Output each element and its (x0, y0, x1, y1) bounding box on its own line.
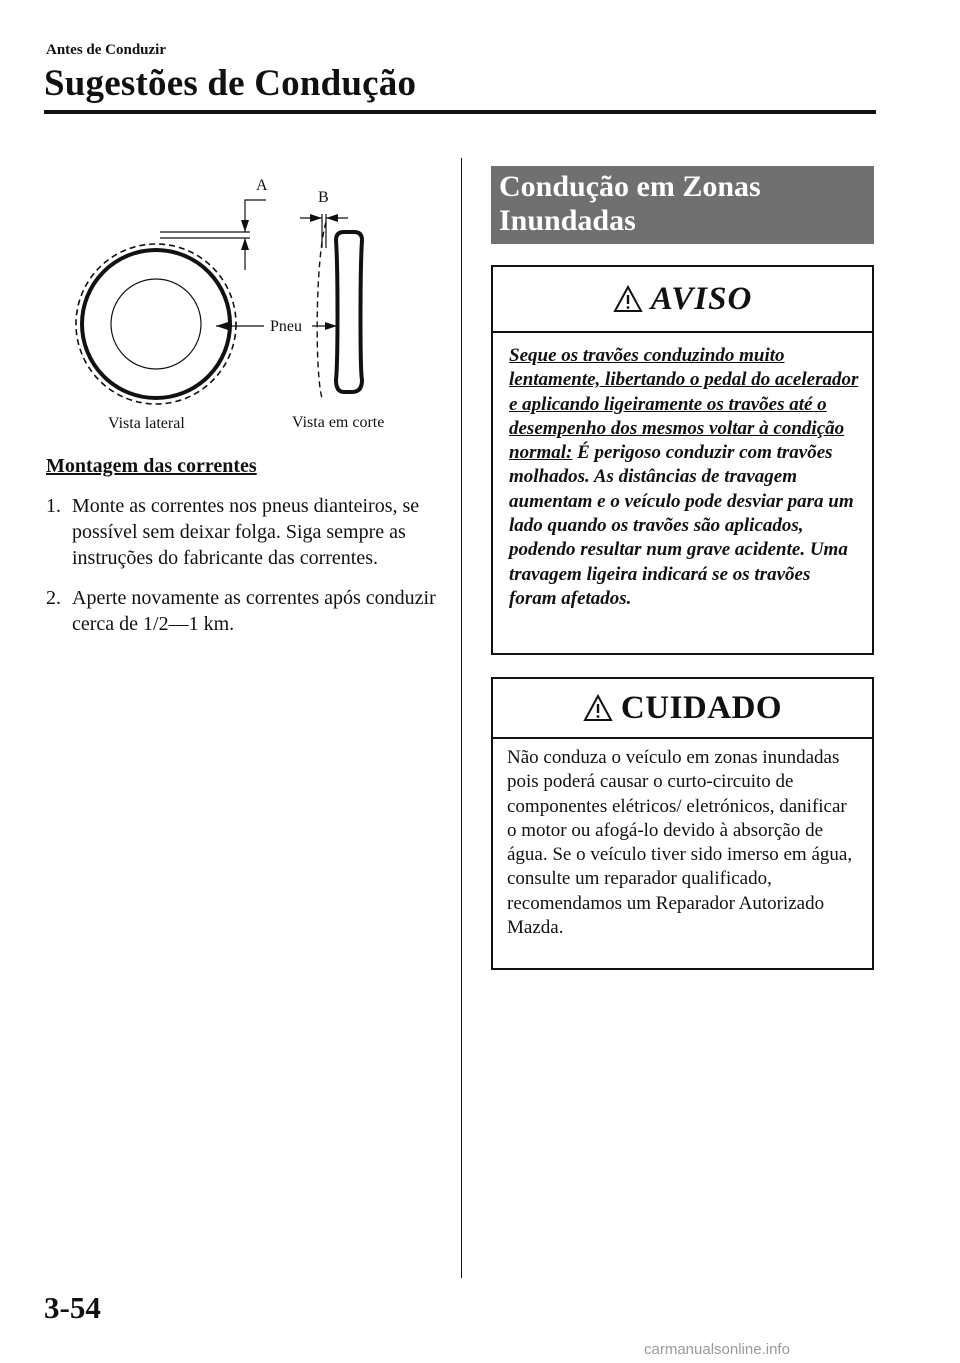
caution-box (491, 677, 874, 970)
label-a: A (256, 177, 268, 194)
warning-triangle-icon (583, 694, 613, 722)
tire-outline-dashed (76, 244, 236, 404)
warning-header (493, 267, 872, 333)
label-side-view: Vista lateral (108, 415, 185, 432)
warning-text-underlined: Seque os travões conduzindo muito lentamente, libertando o pedal do acelerador e aplicando ligeiramente os travões até o desempenho dos mesmos voltar à condição normal: (509, 345, 859, 464)
flood-heading: Condução em Zonas Inundadas (499, 170, 761, 237)
tire-section (336, 232, 362, 392)
step-number: 2. (46, 587, 61, 609)
page-title: Sugestões de Condução (44, 63, 417, 104)
tire-diagram-svg (60, 170, 420, 440)
step-text: Aperte novamente as correntes após conduzir cerca de 1/2—1 km. (72, 587, 436, 635)
rim-outline (111, 279, 201, 369)
column-divider (461, 158, 462, 1278)
warning-box (491, 265, 874, 655)
label-tire: Pneu (270, 318, 302, 335)
tire-chain-diagram (60, 170, 420, 440)
warning-title: AVISO (650, 280, 753, 317)
step-number: 1. (46, 495, 61, 517)
page-number: 3-54 (44, 1290, 101, 1325)
section-dashed-outline (317, 222, 326, 398)
step-text: Monte as correntes nos pneus dianteiros, se possível sem deixar folga. Siga sempre as instruções do fabricante das correntes. (72, 495, 420, 569)
watermark: carmanualsonline.info (644, 1341, 790, 1358)
caution-text: Não conduza o veículo em zonas inundadas pois poderá causar o curto-circuito de componentes elétricos/ eletrónicos, danificar o motor ou afogá-lo devido à absorção de água. Se o veículo tiver sido imerso em água, consulte um reparador qualificado, recomendamos um Reparador Autorizado Mazda. (507, 747, 853, 939)
warning-text: É perigoso conduzir com travões molhados. As distâncias de travagem aumentam e o veículo pode desviar para um lado quando os travões são aplicados, podendo resultar num grave acidente. Uma travagem ligeira indicará se os travões foram afetados. (509, 442, 854, 609)
caution-title: CUIDADO (620, 689, 783, 726)
list-item (46, 493, 436, 571)
label-section-view: Vista em corte (292, 414, 385, 431)
chains-steps (46, 493, 436, 651)
warning-triangle-icon (613, 285, 643, 313)
tire-outline (82, 250, 230, 398)
flood-heading-band (491, 166, 874, 244)
list-item (46, 585, 436, 637)
warning-body (493, 333, 872, 611)
section-name: Antes de Conduzir (46, 42, 167, 58)
title-rule (44, 110, 876, 114)
chains-heading: Montagem das correntes (46, 455, 257, 477)
caution-header (493, 679, 872, 739)
label-b: B (318, 189, 329, 206)
